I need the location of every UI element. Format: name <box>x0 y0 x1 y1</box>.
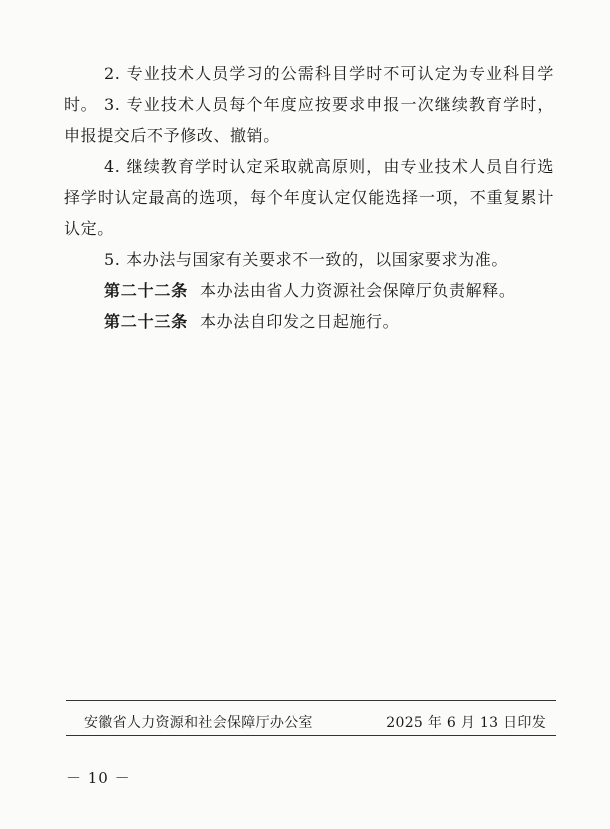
paragraph-item-4: 4. 继续教育学时认定采取就高原则，由专业技术人员自行选择学时认定最高的选项，每个年度认定仅能选择一项，不重复累计认定。 <box>64 157 554 238</box>
paragraph-item-5: 5. 本办法与国家有关要求不一致的，以国家要求为准。 <box>104 250 508 269</box>
article-22 <box>64 275 554 306</box>
footer-bottom-rule <box>66 735 556 736</box>
article-22-heading: 第二十二条 <box>104 281 189 300</box>
article-23-text: 本办法自印发之日起施行。 <box>200 312 400 331</box>
footer-top-rule <box>66 700 556 701</box>
paragraph-item-2: 2. 专业技术人员学习的公需科目学时不可认定为专业科目学时。 <box>64 64 554 114</box>
paragraph-item-3: 3. 专业技术人员每个年度应按要求申报一次继续教育学时，申报提交后不予修改、撤销。 <box>64 95 554 145</box>
article-22-text: 本办法由省人力资源社会保障厅负责解释。 <box>200 281 516 300</box>
article-23-heading: 第二十三条 <box>104 312 189 331</box>
footer-issuer: 安徽省人力资源和社会保障厅办公室 <box>84 715 313 731</box>
article-23 <box>64 306 554 337</box>
page-number: － 10 － <box>66 769 131 787</box>
footer-date: 2025 年 6 月 13 日印发 <box>386 715 546 731</box>
